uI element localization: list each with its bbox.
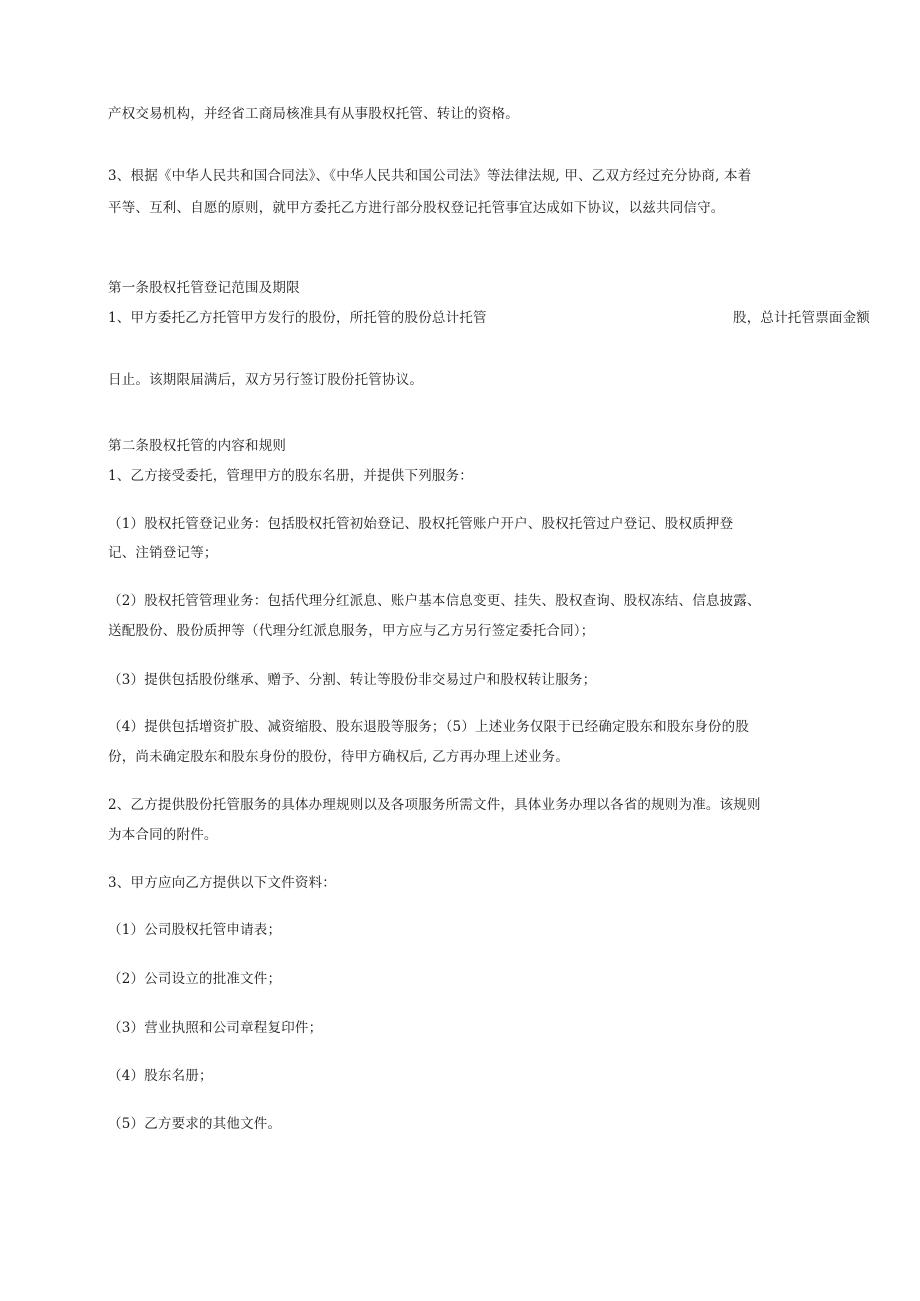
article-1-item-1-end: 日止。该期限届满后，双方另行签订股份托管协议。 xyxy=(108,372,424,388)
service-2-line-2: 送配股份、股份质押等（代理分红派息服务，甲方应与乙方另行签定委托合同）； xyxy=(108,623,595,639)
required-doc-3: （3）营业执照和公司章程复印件； xyxy=(108,1020,323,1036)
article-2-item-3: 3、甲方应向乙方提供以下文件资料： xyxy=(108,875,336,891)
article-2-item-1: 1、乙方接受委托，管理甲方的股东名册，并提供下列服务： xyxy=(108,468,473,484)
service-1-line-2: 记、注销登记等； xyxy=(108,545,218,561)
service-3: （3）提供包括股份继承、赠予、分割、转让等股份非交易过户和股权转让服务； xyxy=(108,672,597,688)
service-4-line-2: 份，尚未确定股东和股东身份的股份，待甲方确权后, 乙方再办理上述业务。 xyxy=(108,749,570,765)
required-doc-4: （4）股东名册； xyxy=(108,1068,213,1084)
article-2-item-2-line-2: 为本合同的附件。 xyxy=(108,827,218,843)
required-doc-2: （2）公司设立的批准文件； xyxy=(108,971,282,987)
required-doc-1: （1）公司股权托管申请表； xyxy=(108,922,282,938)
service-4-line-1: （4）提供包括增资扩股、减资缩股、股东退股等服务；（5）上述业务仅限于已经确定股东和股东身份的股 xyxy=(108,719,750,735)
service-2-line-1: （2）股权托管管理业务：包括代理分红派息、账户基本信息变更、挂失、股权查询、股权冻结、信息披露、 xyxy=(108,593,761,609)
article-1-item-1-right: 股，总计托管票面金额 xyxy=(733,310,870,326)
article-2-heading: 第二条股权托管的内容和规则 xyxy=(108,438,287,454)
clause-3-line-1: 3、根据《中华人民共和国合同法》、《中华人民共和国公司法》等法律法规, 甲、乙双方经过充分协商, 本着 xyxy=(108,168,752,184)
article-2-item-2-line-1: 2、乙方提供股份托管服务的具体办理规则以及各项服务所需文件，具体业务办理以各省的规则为准。该规则 xyxy=(108,797,761,813)
intro-paragraph: 产权交易机构，并经省工商局核准具有从事股权托管、转让的资格。 xyxy=(108,106,519,122)
article-1-item-1-left: 1、甲方委托乙方托管甲方发行的股份，所托管的股份总计托管 xyxy=(108,310,487,326)
service-1-line-1: （1）股权托管登记业务：包括股权托管初始登记、股权托管账户开户、股权托管过户登记、股权质押登 xyxy=(108,516,734,532)
clause-3-line-2: 平等、互利、自愿的原则，就甲方委托乙方进行部分股权登记托管事宜达成如下协议，以兹共同信守。 xyxy=(108,200,725,216)
required-doc-5: （5）乙方要求的其他文件。 xyxy=(108,1116,282,1132)
article-1-heading: 第一条股权托管登记范围及期限 xyxy=(108,280,300,296)
article-1-item-1 xyxy=(108,308,870,328)
